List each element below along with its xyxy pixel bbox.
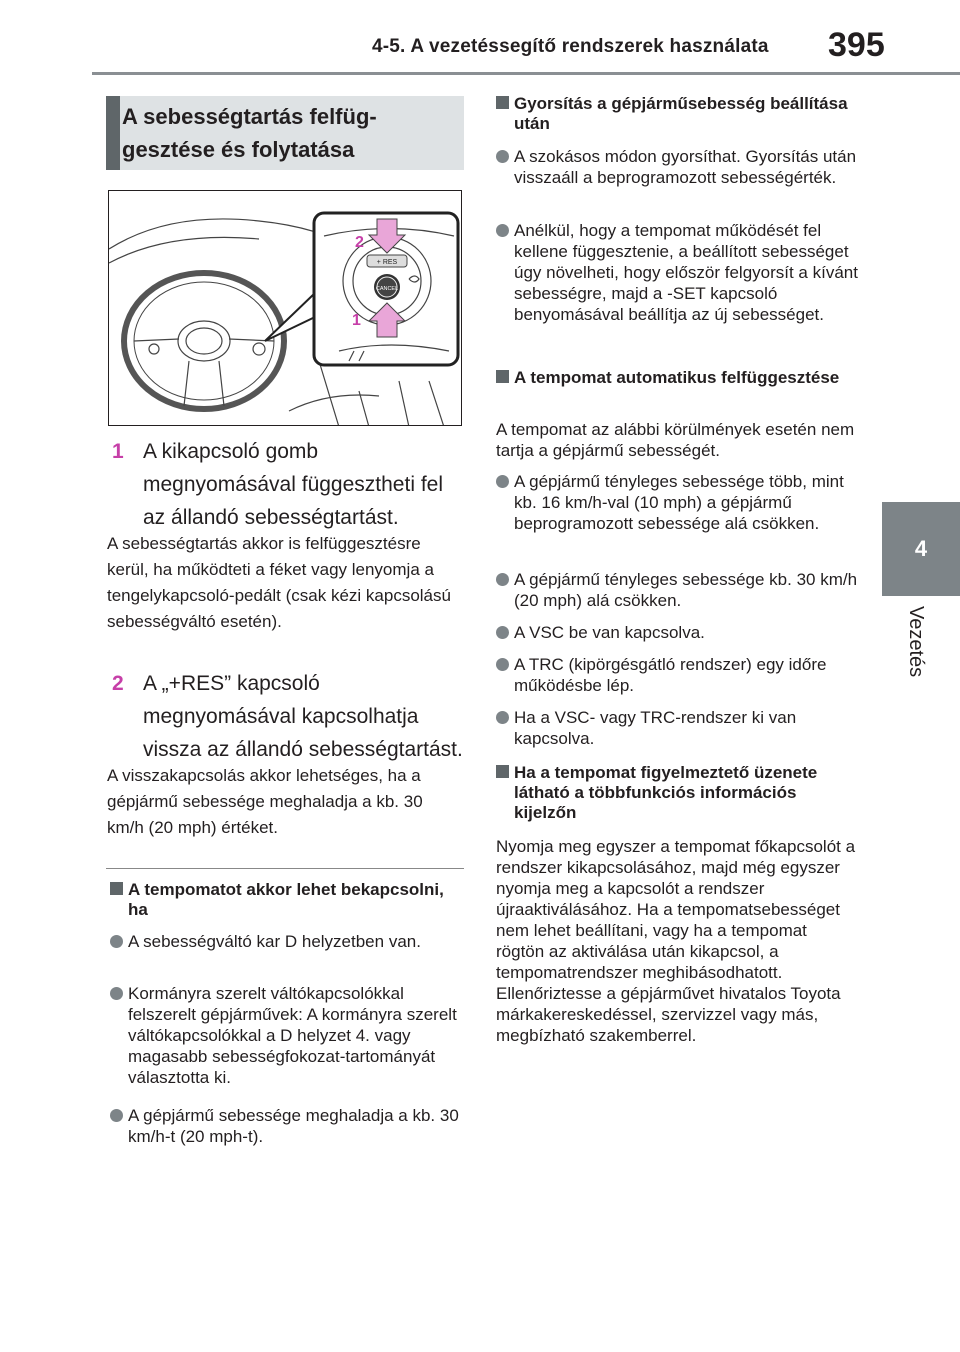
section-divider [106, 868, 464, 869]
note-heading: Ha a tempomat figyelmeztető üzenete látható a többfunkciós információs kijelzőn [496, 763, 858, 823]
bullet-icon [496, 475, 509, 488]
step-text: A „+RES” kapcsoló megnyomásával kapcsolhatja vissza az állandó sebességtartást. [143, 672, 463, 761]
square-marker-icon [496, 765, 509, 778]
note-heading: Gyorsítás a gépjárműsebesség beállítása után [496, 94, 858, 134]
running-header: 4-5. A vezetéssegítő rendszerek használata [372, 36, 769, 57]
list-item: A TRC (kipörgésgátló rendszer) egy időre működésbe lép. [496, 654, 858, 696]
bullet-icon [496, 658, 509, 671]
list-item: Anélkül, hogy a tempomat működését fel kellene függesztenie, a beállított sebességet úgy növelheti, hogy először felgyorsít a kívánt sebességre, majd a -SET kapcsoló benyomásával beállítja az új sebességet. [496, 220, 858, 325]
page-number: 395 [828, 26, 885, 64]
paragraph: Nyomja meg egyszer a tempomat főkapcsolót a rendszer kikapcsolásához, majd még egyszer nyomja meg a kapcsolót a rendszer újraaktiválásához. Ha a tempomatsebességet nem lehet beállítani, vagy ha a tempomat rögtön az aktiválása után kikapcsol, a tempomatrendszer meghibásodhatott. Ellenőriztesse a gépjárművet hivatalos Toyota márkakereskedéssel, szervizzel vagy más, megbízható szakemberrel. [496, 837, 856, 1045]
section-title-bar [106, 96, 120, 170]
steering-wheel-drawing [109, 191, 462, 426]
list-item: Kormányra szerelt váltókapcsolókkal felszerelt gépjárművek: A kormányra szerelt váltókapcsolókkal a D helyzet 4. vagy magasabb sebességfokozat-tartományát választotta ki. [110, 983, 462, 1088]
step-2-note: A visszakapcsolás akkor lehetséges, ha a gépjármű sebessége meghaladja a kb. 30 km/h (20 mph) értéket. [107, 766, 423, 837]
steering-wheel-illustration [108, 190, 462, 426]
step-number: 1 [112, 440, 124, 463]
section-title: A sebességtartás felfüg-gesztése és folytatása [122, 104, 377, 162]
bullet-icon [110, 935, 123, 948]
note-heading: A tempomatot akkor lehet bekapcsolni, ha [110, 880, 462, 920]
step-number: 2 [112, 672, 124, 695]
chapter-tab-label: Vezetés [905, 606, 927, 678]
cancel-label: CANCEL [375, 286, 399, 292]
list-item: A szokásos módon gyorsíthat. Gyorsítás után visszaáll a beprogramozott sebességérték. [496, 146, 858, 188]
bullet-icon [496, 224, 509, 237]
callout-1: 1 [352, 312, 361, 329]
list-item: Ha a VSC- vagy TRC-rendszer ki van kapcsolva. [496, 707, 858, 749]
list-item: A VSC be van kapcsolva. [496, 622, 858, 643]
list-item: A sebességváltó kar D helyzetben van. [110, 931, 462, 952]
note-heading: A tempomat automatikus felfüggesztése [496, 368, 858, 388]
plus-res-label: + RES [376, 259, 398, 266]
bullet-icon [110, 1109, 123, 1122]
bullet-icon [496, 150, 509, 163]
square-marker-icon [496, 370, 509, 383]
callout-2: 2 [355, 234, 364, 251]
square-marker-icon [110, 882, 123, 895]
bullet-icon [110, 987, 123, 1000]
chapter-tab: 4 [882, 502, 960, 596]
header-divider [92, 72, 960, 75]
list-item: A gépjármű tényleges sebessége több, mint kb. 16 km/h-val (10 mph) a gépjármű beprogramozott sebessége alá csökken. [496, 471, 858, 534]
step-1-note: A sebességtartás akkor is felfüggesztésre kerül, ha működteti a féket vagy lenyomja a tengelykapcsoló-pedált (csak kézi kapcsolású sebességváltó esetén). [107, 534, 451, 631]
list-item: A gépjármű sebessége meghaladja a kb. 30 km/h-t (20 mph-t). [110, 1105, 462, 1147]
paragraph: A tempomat az alábbi körülmények esetén nem tartja a gépjármű sebességét. [496, 420, 855, 460]
bullet-icon [496, 711, 509, 724]
bullet-icon [496, 626, 509, 639]
list-item: A gépjármű tényleges sebessége kb. 30 km/h (20 mph) alá csökken. [496, 569, 858, 611]
step-text: A kikapcsoló gomb megnyomásával függesztheti fel az állandó sebességtartást. [143, 440, 443, 529]
square-marker-icon [496, 96, 509, 109]
bullet-icon [496, 573, 509, 586]
